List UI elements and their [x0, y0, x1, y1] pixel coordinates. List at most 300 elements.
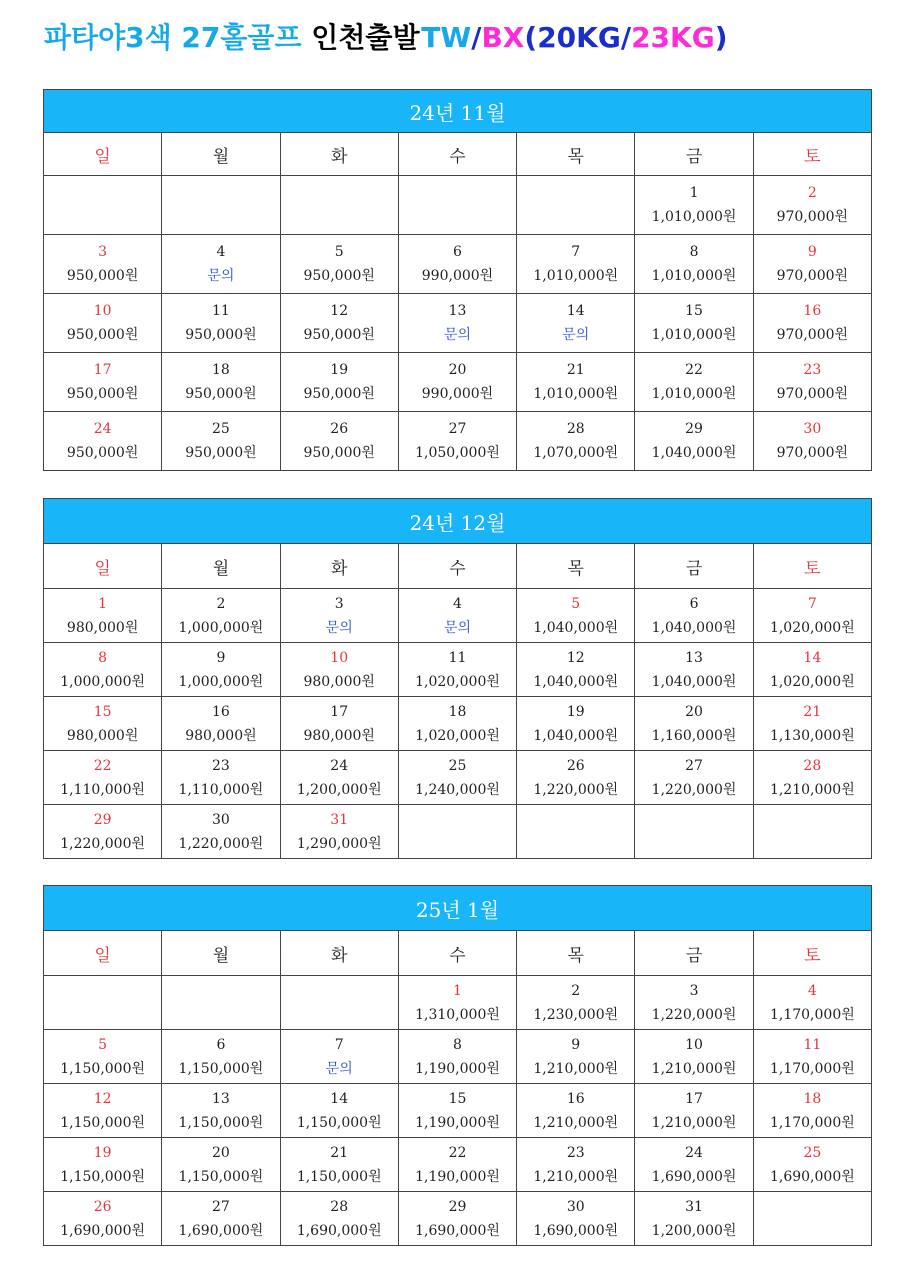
calendar-day [44, 235, 162, 294]
day-number: 11 [803, 1036, 822, 1053]
day-number: 21 [330, 1144, 349, 1161]
day-number: 19 [93, 1144, 112, 1161]
calendar-day [753, 1084, 871, 1138]
weekday-header: 토 [753, 544, 871, 589]
weekday-header: 토 [753, 931, 871, 976]
day-number: 9 [216, 649, 226, 666]
calendar-nov-2024 [43, 89, 872, 471]
day-price: 1,690,000원 [296, 1222, 382, 1239]
calendar-day [162, 751, 280, 805]
day-price: 1,050,000원 [415, 445, 500, 461]
day-price: 1,200,000원 [296, 781, 382, 798]
day-number: 20 [212, 1144, 230, 1161]
day-price: 980,000원 [185, 727, 257, 744]
calendar-day [517, 1138, 635, 1192]
empty-day [753, 805, 871, 859]
day-price: 1,690,000원 [60, 1222, 146, 1239]
day-price: 950,000원 [66, 445, 139, 461]
day-price: 1,010,000원 [651, 386, 737, 402]
week-row [44, 589, 872, 643]
day-number: 23 [212, 757, 230, 774]
empty-day [44, 176, 162, 235]
calendar-day [162, 643, 280, 697]
calendar-day [398, 412, 516, 471]
day-number: 3 [334, 595, 344, 612]
day-number: 24 [685, 1144, 703, 1161]
day-number: 7 [807, 595, 817, 612]
day-price: 950,000원 [303, 327, 375, 343]
day-price: 1,020,000원 [415, 727, 500, 744]
day-price: 990,000원 [421, 268, 494, 284]
calendar-day [44, 589, 162, 643]
day-price: 1,150,000원 [60, 1060, 146, 1077]
calendar-day [753, 751, 871, 805]
day-price: 1,200,000원 [651, 1222, 737, 1239]
day-number: 29 [93, 811, 112, 828]
day-price: 950,000원 [66, 327, 139, 343]
day-price: 1,040,000원 [533, 619, 619, 636]
calendar-day [398, 751, 516, 805]
day-number: 29 [685, 421, 703, 437]
calendar-day [44, 805, 162, 859]
day-price: 950,000원 [303, 268, 375, 284]
month-header: 24년 12월 [44, 499, 872, 544]
day-number: 1 [453, 982, 462, 999]
calendar-day [44, 294, 162, 353]
day-number: 22 [448, 1144, 467, 1161]
weekday-header: 일 [44, 544, 162, 589]
calendar-day [162, 805, 280, 859]
day-price: 970,000원 [776, 268, 849, 284]
day-number: 24 [330, 757, 349, 774]
day-number: 30 [803, 421, 822, 437]
calendar-day [398, 235, 516, 294]
day-number: 27 [212, 1198, 230, 1215]
calendar-day [635, 1030, 753, 1084]
calendar-day [280, 751, 398, 805]
day-number: 12 [330, 303, 349, 319]
day-price: 980,000원 [66, 727, 139, 744]
day-number: 31 [685, 1198, 703, 1215]
day-price: 1,150,000원 [178, 1114, 264, 1131]
day-price: 1,690,000원 [769, 1168, 855, 1185]
day-price: 1,220,000원 [60, 835, 146, 852]
day-number: 21 [803, 703, 822, 720]
day-number: 18 [448, 703, 467, 720]
calendar-day [280, 1192, 398, 1246]
day-number: 14 [803, 649, 822, 666]
calendar-day [517, 697, 635, 751]
calendar-day [398, 976, 516, 1030]
calendar-day [44, 353, 162, 412]
inquiry-label: 문의 [207, 268, 235, 284]
day-price: 1,040,000원 [651, 619, 737, 636]
calendar-day [398, 1084, 516, 1138]
calendar-day [635, 294, 753, 353]
day-price: 1,070,000원 [533, 445, 619, 461]
day-price: 1,040,000원 [651, 445, 737, 461]
calendar-day [398, 697, 516, 751]
weekday-header: 월 [162, 544, 280, 589]
calendar-day [280, 235, 398, 294]
page-title [44, 16, 728, 60]
day-price: 1,110,000원 [60, 781, 146, 798]
calendar-day [398, 353, 516, 412]
day-price: 950,000원 [303, 386, 375, 402]
day-number: 20 [448, 362, 467, 378]
week-row [44, 1030, 872, 1084]
weekday-header: 월 [162, 133, 280, 176]
calendar-day [635, 697, 753, 751]
day-price: 1,220,000원 [178, 835, 264, 852]
inquiry-label: 문의 [562, 327, 590, 343]
day-number: 1 [98, 595, 108, 612]
day-price: 1,310,000원 [415, 1006, 500, 1023]
calendar-day [635, 412, 753, 471]
calendar-dec-2024 [43, 498, 872, 859]
month-header: 25년 1월 [44, 886, 872, 931]
day-price: 1,190,000원 [415, 1060, 500, 1077]
weekday-header: 일 [44, 931, 162, 976]
day-number: 16 [803, 303, 822, 319]
calendar-day [44, 412, 162, 471]
day-number: 18 [212, 362, 230, 378]
calendar-day [162, 353, 280, 412]
day-number: 28 [566, 421, 585, 437]
day-price: 1,690,000원 [533, 1222, 619, 1239]
empty-day [398, 805, 516, 859]
day-price: 1,210,000원 [533, 1168, 619, 1185]
day-price: 1,000,000원 [60, 673, 146, 690]
calendar-day [44, 1084, 162, 1138]
week-row [44, 1084, 872, 1138]
inquiry-label: 문의 [443, 327, 472, 343]
day-price: 1,020,000원 [769, 673, 855, 690]
day-number: 3 [689, 982, 699, 999]
weekday-header: 일 [44, 133, 162, 176]
calendar-day [753, 176, 871, 235]
calendar-day [635, 589, 753, 643]
day-number: 17 [330, 703, 349, 720]
day-number: 16 [212, 703, 230, 720]
day-number: 31 [330, 811, 349, 828]
weekday-header: 목 [517, 931, 635, 976]
day-number: 23 [566, 1144, 585, 1161]
day-number: 6 [453, 244, 462, 260]
day-number: 13 [685, 649, 703, 666]
day-price: 1,690,000원 [178, 1222, 264, 1239]
day-price: 1,210,000원 [651, 1114, 737, 1131]
calendar-day [162, 1084, 280, 1138]
day-number: 12 [566, 649, 585, 666]
calendar-day [753, 976, 871, 1030]
day-price: 970,000원 [776, 445, 849, 461]
day-number: 22 [685, 362, 703, 378]
week-row [44, 643, 872, 697]
calendar-day [517, 412, 635, 471]
day-number: 24 [93, 421, 112, 437]
calendar-day [280, 294, 398, 353]
calendar-day [44, 751, 162, 805]
calendar-day [280, 1138, 398, 1192]
weekday-header: 수 [398, 931, 516, 976]
day-price: 1,150,000원 [296, 1114, 382, 1131]
day-number: 27 [448, 421, 467, 437]
day-price: 970,000원 [776, 386, 849, 402]
day-number: 26 [330, 421, 349, 437]
day-number: 9 [807, 244, 817, 260]
weekday-header: 화 [280, 931, 398, 976]
calendar-day [280, 1084, 398, 1138]
day-number: 29 [448, 1198, 467, 1215]
calendar-day [753, 412, 871, 471]
calendar-day [635, 176, 753, 235]
day-price: 990,000원 [421, 386, 494, 402]
day-number: 10 [330, 649, 349, 666]
day-number: 25 [448, 757, 467, 774]
calendar-day [280, 412, 398, 471]
calendar-day [635, 643, 753, 697]
calendar-day [753, 1138, 871, 1192]
day-price: 1,010,000원 [651, 327, 737, 343]
empty-day [517, 805, 635, 859]
day-number: 3 [98, 244, 108, 260]
title-departure: 인천출발 [311, 21, 420, 54]
calendar-day [635, 976, 753, 1030]
calendar-day [44, 1192, 162, 1246]
day-number: 11 [212, 303, 230, 319]
calendar-day [517, 294, 635, 353]
week-row [44, 751, 872, 805]
day-number: 5 [334, 244, 344, 260]
day-price: 1,150,000원 [60, 1114, 146, 1131]
day-price: 1,210,000원 [533, 1114, 619, 1131]
weekday-header: 수 [398, 133, 516, 176]
day-price: 1,230,000원 [533, 1006, 619, 1023]
day-number: 2 [571, 982, 581, 999]
inquiry-label: 문의 [325, 1060, 353, 1077]
week-row [44, 1138, 872, 1192]
day-price: 980,000원 [66, 619, 139, 636]
day-number: 14 [566, 303, 585, 319]
day-number: 16 [566, 1090, 585, 1107]
day-number: 9 [571, 1036, 581, 1053]
calendar-day [280, 805, 398, 859]
day-price: 950,000원 [66, 386, 139, 402]
calendar-day [398, 1192, 516, 1246]
empty-day [517, 176, 635, 235]
empty-day [280, 176, 398, 235]
calendar-day [44, 643, 162, 697]
day-price: 1,110,000원 [178, 781, 264, 798]
day-price: 1,210,000원 [769, 781, 855, 798]
day-number: 12 [93, 1090, 112, 1107]
empty-day [280, 976, 398, 1030]
day-number: 23 [803, 362, 822, 378]
calendar-day [517, 643, 635, 697]
day-number: 30 [212, 811, 230, 828]
calendar-day [753, 294, 871, 353]
day-number: 5 [98, 1036, 108, 1053]
day-price: 1,210,000원 [651, 1060, 737, 1077]
calendar-day [753, 235, 871, 294]
day-number: 8 [689, 244, 699, 260]
day-price: 1,690,000원 [651, 1168, 737, 1185]
day-number: 17 [685, 1090, 703, 1107]
week-row [44, 412, 872, 471]
day-number: 6 [216, 1036, 226, 1053]
calendar-day [398, 1138, 516, 1192]
day-number: 21 [566, 362, 585, 378]
calendar-day [398, 643, 516, 697]
day-price: 1,000,000원 [178, 673, 264, 690]
title-baggage-23: 23KG [631, 21, 715, 54]
day-price: 1,010,000원 [651, 268, 737, 284]
day-price: 1,020,000원 [769, 619, 855, 636]
calendar-day [517, 751, 635, 805]
day-number: 13 [212, 1090, 230, 1107]
day-number: 19 [566, 703, 585, 720]
empty-day [162, 176, 280, 235]
calendar-day [280, 589, 398, 643]
calendar-day [280, 1030, 398, 1084]
day-number: 14 [330, 1090, 349, 1107]
weekday-header: 금 [635, 544, 753, 589]
day-number: 28 [330, 1198, 349, 1215]
day-price: 1,210,000원 [533, 1060, 619, 1077]
title-baggage-20: (20KG/ [524, 21, 632, 54]
day-number: 4 [216, 244, 226, 260]
day-number: 15 [93, 703, 112, 720]
day-number: 6 [689, 595, 699, 612]
day-price: 950,000원 [303, 445, 375, 461]
calendar-day [162, 697, 280, 751]
day-price: 970,000원 [776, 209, 849, 225]
calendar-day [635, 1084, 753, 1138]
day-price: 1,010,000원 [533, 268, 619, 284]
day-number: 26 [566, 757, 585, 774]
calendar-day [162, 294, 280, 353]
weekday-header: 금 [635, 931, 753, 976]
day-price: 950,000원 [185, 386, 257, 402]
day-price: 950,000원 [66, 268, 139, 284]
day-number: 26 [93, 1198, 112, 1215]
calendar-day [635, 751, 753, 805]
calendar-day [517, 589, 635, 643]
empty-day [398, 176, 516, 235]
day-number: 8 [98, 649, 108, 666]
calendar-day [517, 1030, 635, 1084]
title-paren-close: ) [714, 21, 728, 54]
day-number: 5 [571, 595, 581, 612]
month-header: 24년 11월 [44, 90, 872, 133]
title-slash: / [471, 21, 482, 54]
day-price: 1,220,000원 [533, 781, 619, 798]
week-row [44, 697, 872, 751]
weekday-header: 목 [517, 544, 635, 589]
day-price: 1,190,000원 [415, 1114, 500, 1131]
day-number: 8 [453, 1036, 462, 1053]
calendar-day [517, 1192, 635, 1246]
calendar-day [517, 235, 635, 294]
inquiry-label: 문의 [325, 619, 353, 636]
title-product: 파타야3색 27홀골프 [44, 21, 302, 54]
calendar-day [753, 589, 871, 643]
day-number: 25 [212, 421, 230, 437]
day-price: 950,000원 [185, 445, 257, 461]
week-row [44, 235, 872, 294]
empty-day [162, 976, 280, 1030]
calendar-day [280, 353, 398, 412]
day-number: 17 [93, 362, 112, 378]
week-row [44, 176, 872, 235]
calendar-day [44, 1138, 162, 1192]
day-number: 20 [685, 703, 703, 720]
week-row [44, 976, 872, 1030]
weekday-header: 목 [517, 133, 635, 176]
calendar-day [398, 1030, 516, 1084]
inquiry-label: 문의 [443, 619, 472, 636]
day-number: 7 [571, 244, 581, 260]
day-number: 2 [216, 595, 226, 612]
day-number: 10 [93, 303, 112, 319]
day-number: 13 [448, 303, 467, 319]
day-number: 4 [453, 595, 462, 612]
title-airline-bx: BX [481, 21, 525, 54]
title-airline-tw: TW [421, 21, 472, 54]
day-number: 27 [685, 757, 703, 774]
day-price: 1,150,000원 [60, 1168, 146, 1185]
calendar-day [162, 1192, 280, 1246]
calendar-day [398, 589, 516, 643]
day-price: 1,220,000원 [651, 1006, 737, 1023]
day-price: 1,150,000원 [296, 1168, 382, 1185]
day-price: 970,000원 [776, 327, 849, 343]
calendar-day [753, 1030, 871, 1084]
calendar-day [635, 1138, 753, 1192]
day-number: 22 [93, 757, 112, 774]
empty-day [44, 976, 162, 1030]
weekday-header: 금 [635, 133, 753, 176]
calendar-day [398, 294, 516, 353]
weekday-header: 수 [398, 544, 516, 589]
day-number: 1 [689, 185, 699, 201]
day-number: 18 [803, 1090, 822, 1107]
day-price: 1,020,000원 [415, 673, 500, 690]
day-price: 1,160,000원 [651, 727, 737, 744]
calendar-jan-2025 [43, 885, 872, 1246]
day-price: 950,000원 [185, 327, 257, 343]
day-price: 1,170,000원 [769, 1114, 855, 1131]
calendar-day [753, 353, 871, 412]
calendar-day [517, 1084, 635, 1138]
day-number: 11 [448, 649, 467, 666]
calendar-day [635, 1192, 753, 1246]
weekday-header: 화 [280, 133, 398, 176]
empty-day [635, 805, 753, 859]
day-number: 7 [334, 1036, 344, 1053]
calendar-day [162, 412, 280, 471]
calendar-day [635, 353, 753, 412]
day-price: 980,000원 [303, 673, 375, 690]
week-row [44, 294, 872, 353]
calendar-day [162, 1138, 280, 1192]
day-price: 1,190,000원 [415, 1168, 500, 1185]
day-number: 30 [566, 1198, 585, 1215]
day-number: 4 [807, 982, 817, 999]
day-price: 1,010,000원 [533, 386, 619, 402]
day-price: 1,000,000원 [178, 619, 264, 636]
